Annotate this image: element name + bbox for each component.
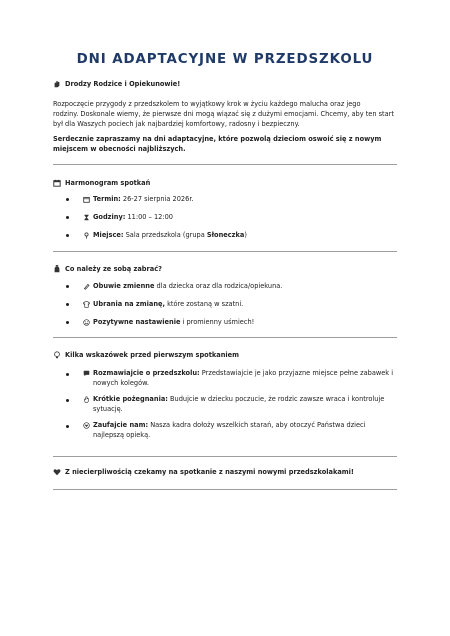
divider [53, 337, 397, 338]
hours-value: 11:00 – 12:00 [125, 213, 173, 221]
intro-line-1: Rozpoczęcie przygody z przedszkolem to wyjątkowy krok w życiu każdego malucha oraz jego [53, 100, 361, 108]
tip-2-text: Budujcie w dziecku poczucie, że rodzic zawsze wraca i kontroluje [167, 395, 385, 403]
invite-line-2: miejscem w obecności najbliższych. [53, 145, 186, 153]
divider [53, 164, 397, 165]
hand-wave-icon [83, 396, 90, 403]
clock-icon [83, 214, 90, 221]
tips-heading [53, 350, 239, 360]
smile-icon [83, 319, 90, 326]
schedule-item-term [83, 194, 194, 204]
intro-line-3: był dla Waszych pociech jak najbardziej komfortowy, radosny i bezpieczny. [53, 120, 300, 128]
schedule-item-place [83, 230, 247, 240]
tip-2-line-1 [83, 394, 384, 404]
shoes-label: Obuwie zmienne [93, 282, 155, 290]
closing-text: Z niecierpliwością czekamy na spotkanie z naszymi nowymi przedszkolakami! [65, 468, 354, 476]
tip-3-label: Zaufajcie nam: [93, 421, 149, 429]
tip-2-label: Krótkie pożegnania: [93, 395, 168, 403]
place-end: ) [244, 231, 247, 239]
bullet [66, 216, 69, 219]
shoe-icon [83, 283, 90, 290]
greeting-line [53, 79, 180, 89]
bring-item-attitude [83, 317, 254, 327]
shoes-text: dla dziecka oraz dla rodzica/opiekuna. [154, 282, 283, 290]
greeting-text: Drodzy Rodzice i Opiekunowie! [65, 80, 181, 88]
attitude-label: Pozytywne nastawienie [93, 318, 181, 326]
tip-1-text: Przedstawiajcie je jako przyjazne miejsce pełne zabawek i [199, 369, 394, 377]
calendar-icon [53, 179, 61, 187]
bring-item-clothes [83, 299, 243, 309]
term-label: Termin: [93, 195, 121, 203]
bring-heading-text: Co należy ze sobą zabrać? [65, 265, 162, 273]
bullet [66, 425, 69, 428]
heart-hands-icon [83, 422, 90, 429]
bullet [66, 198, 69, 201]
bullet [66, 321, 69, 324]
place-group: Słoneczka [206, 231, 245, 239]
backpack-icon [53, 265, 61, 273]
attitude-text: i promienny uśmiech! [180, 318, 255, 326]
page-title: DNI ADAPTACYJNE W PRZEDSZKOLU [76, 52, 374, 67]
intro-line-2: rodziny. Doskonale wiemy, że pierwsze dni mogą wiązać się z dużymi emocjami. Chcemy, aby ten start [53, 110, 394, 118]
tip-1-line-1 [83, 368, 393, 378]
tip-3-line-1 [83, 420, 366, 430]
waving-hand-icon [53, 80, 61, 88]
tip-1-label: Rozmawiajcie o przedszkolu: [93, 369, 200, 377]
hours-label: Godziny: [93, 213, 126, 221]
speech-bubble-icon [83, 370, 90, 377]
schedule-item-hours [83, 212, 173, 222]
divider [53, 251, 397, 252]
bring-item-shoes [83, 281, 282, 291]
term-value: 26-27 sierpnia 2026r. [120, 195, 194, 203]
divider [53, 456, 397, 457]
tip-1-line-2: nowych kolegów. [93, 379, 150, 387]
bullet [66, 234, 69, 237]
lightbulb-icon [53, 351, 61, 359]
heart-icon [53, 468, 61, 476]
tip-3-line-2: najlepszą opieką. [93, 431, 151, 439]
divider [53, 489, 397, 490]
place-label: Miejsce: [93, 231, 124, 239]
schedule-heading-text: Harmonogram spotkań [65, 179, 151, 187]
bullet [66, 373, 69, 376]
shirt-icon [83, 301, 90, 308]
bullet [66, 285, 69, 288]
place-value: Sala przedszkola (grupa [123, 231, 207, 239]
pin-icon [83, 232, 90, 239]
bring-heading [53, 264, 162, 274]
schedule-heading [53, 178, 150, 188]
tip-3-text: Nasza kadra dołoży wszelkich starań, aby otoczyć Państwa dzieci [148, 421, 366, 429]
closing-line [53, 467, 354, 477]
invite-line-1: Serdecznie zapraszamy na dni adaptacyjne, które pozwolą dzieciom oswoić się z nowym [53, 135, 382, 143]
calendar-icon [83, 196, 90, 203]
tip-2-line-2: sytuację. [93, 405, 123, 413]
clothes-label: Ubrania na zmianę, [93, 300, 166, 308]
bullet [66, 399, 69, 402]
tips-heading-text: Kilka wskazówek przed pierwszym spotkaniem [65, 351, 240, 359]
bullet [66, 303, 69, 306]
clothes-text: które zostaną w szatni. [165, 300, 244, 308]
